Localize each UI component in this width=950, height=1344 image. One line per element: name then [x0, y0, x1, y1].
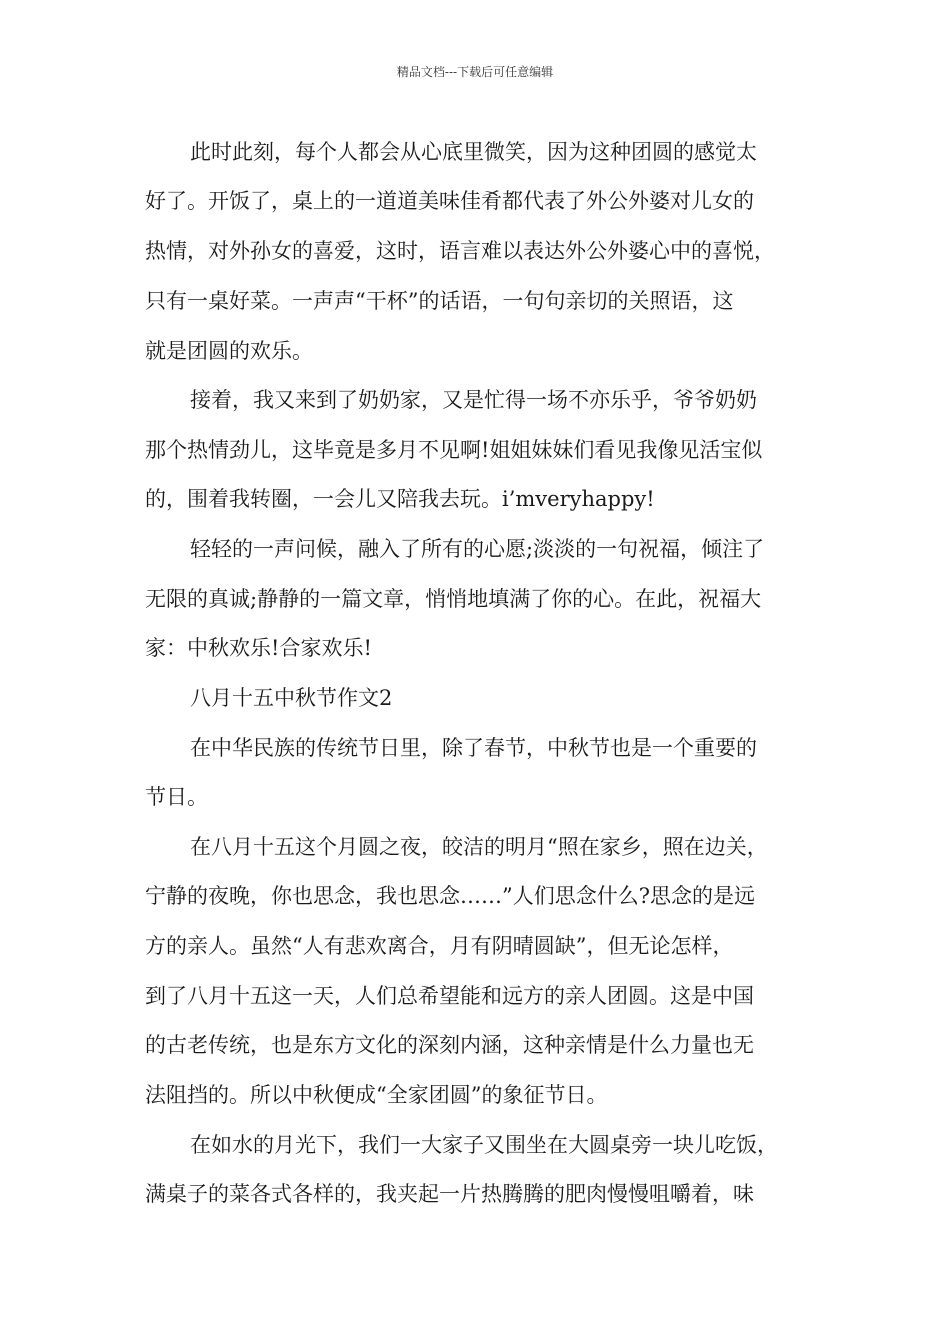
document-header: 精品文档---下载后可任意编辑 — [396, 65, 554, 79]
section-title: 八月十五中秋节作文2 — [190, 686, 393, 710]
paragraph-line: 在中华民族的传统节日里，除了春节，中秋节也是一个重要的 — [190, 736, 757, 760]
paragraph-line: 热情，对外孙女的喜爱，这时，语言难以表达外公外婆心中的喜悦， — [145, 239, 775, 263]
paragraph-line: 到了八月十五这一天，人们总希望能和远方的亲人团圆。这是中国 — [145, 984, 754, 1008]
paragraph-line: 法阻挡的。所以中秋便成“全家团圆”的象征节日。 — [145, 1083, 608, 1107]
paragraph-line: 宁静的夜晚，你也思念，我也思念……”人们思念什么?思念的是远 — [145, 884, 755, 908]
paragraph-line: 的古老传统，也是东方文化的深刻内涵，这种亲情是什么力量也无 — [145, 1033, 754, 1057]
paragraph-line: 节日。 — [145, 785, 208, 809]
paragraph-line: 的，围着我转圈，一会儿又陪我去玩。i’mveryhappy! — [145, 487, 655, 511]
paragraph-line: 只有一桌好菜。一声声“干杯”的话语，一句句亲切的关照语，这 — [145, 289, 734, 313]
paragraph-line: 那个热情劲儿，这毕竟是多月不见啊!姐姐妹妹们看见我像见活宝似 — [145, 438, 763, 462]
paragraph-line: 家：中秋欢乐!合家欢乐! — [145, 636, 372, 660]
paragraph-line: 此时此刻，每个人都会从心底里微笑，因为这种团圆的感觉太 — [190, 140, 757, 164]
paragraph-line: 接着，我又来到了奶奶家，又是忙得一场不亦乐乎，爷爷奶奶 — [190, 388, 757, 412]
paragraph-line: 无限的真诚;静静的一篇文章，悄悄地填满了你的心。在此，祝福大 — [145, 587, 762, 611]
paragraph-line: 轻轻的一声问候，融入了所有的心愿;淡淡的一句祝福，倾注了 — [190, 537, 765, 561]
paragraph-line: 在八月十五这个月圆之夜，皎洁的明月“照在家乡，照在边关， — [190, 835, 768, 859]
paragraph-line: 就是团圆的欢乐。 — [145, 339, 313, 363]
paragraph-line: 满桌子的菜各式各样的，我夹起一片热腾腾的肥肉慢慢咀嚼着，味 — [145, 1182, 754, 1206]
paragraph-line: 在如水的月光下，我们一大家子又围坐在大圆桌旁一块儿吃饭， — [190, 1133, 778, 1157]
paragraph-line: 好了。开饭了，桌上的一道道美味佳肴都代表了外公外婆对儿女的 — [145, 189, 754, 213]
paragraph-line: 方的亲人。虽然“人有悲欢离合，月有阴晴圆缺”，但无论怎样， — [145, 934, 734, 958]
